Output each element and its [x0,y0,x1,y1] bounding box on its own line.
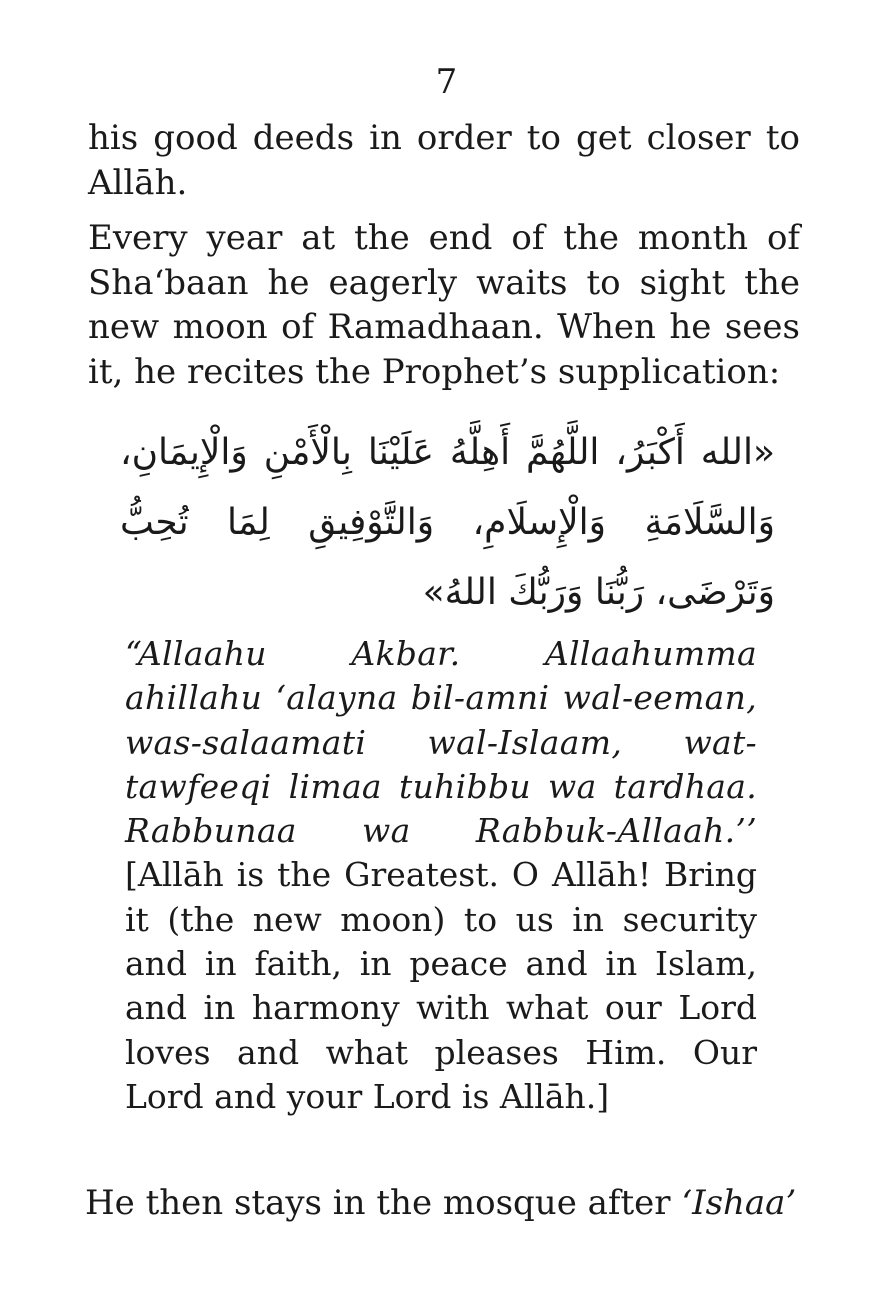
page-number: 7 [435,62,458,102]
translation: [Allāh is the Greatest. O Allāh! Bring it (the new moon) to us in security and in faith, in peace and in Islam, and in harmony with what our Lord loves and what pleases Him. Our Lord and your Lord is Allāh.] [125,855,757,1116]
ishaa-emphasis: ‘Ishaa’ [681,1183,797,1223]
arabic-supplication: «الله أَكْبَرُ، اللَّهُمَّ أَهِلَّهُ عَلَيْنَا بِالْأَمْنِ وَالْإِيمَانِ، وَالسَّلَامَةِ وَالْإِسلَامِ، وَالتَّوْفِيقِ لِمَا تُحِبُّ وَتَرْضَى، رَبُّنَا وَرَبُّكَ اللهُ» [120,432,775,613]
transliteration: “Allaahu Akbar. Allaahumma ahillahu ‘alayna bil-amni wal-eeman, was-salaamati wal-Islaam, wat-tawfeeqi limaa tuhibbu wa tardhaa. Rabbunaa wa Rabbuk-Allaah.’’ [125,634,757,851]
paragraph-mosque-text: He then stays in the mosque after [85,1183,682,1223]
paragraph-good-deeds: his good deeds in order to get closer to Allāh. [88,118,800,203]
paragraph-shabaan: Every year at the end of the month of Sha‘baan he eagerly waits to sight the new moon of Ramadhaan. When he sees it, he recites the Prophet’s supplication: [88,218,800,392]
supplication-quote-block [125,632,757,1119]
paragraph-mosque [85,1181,805,1225]
